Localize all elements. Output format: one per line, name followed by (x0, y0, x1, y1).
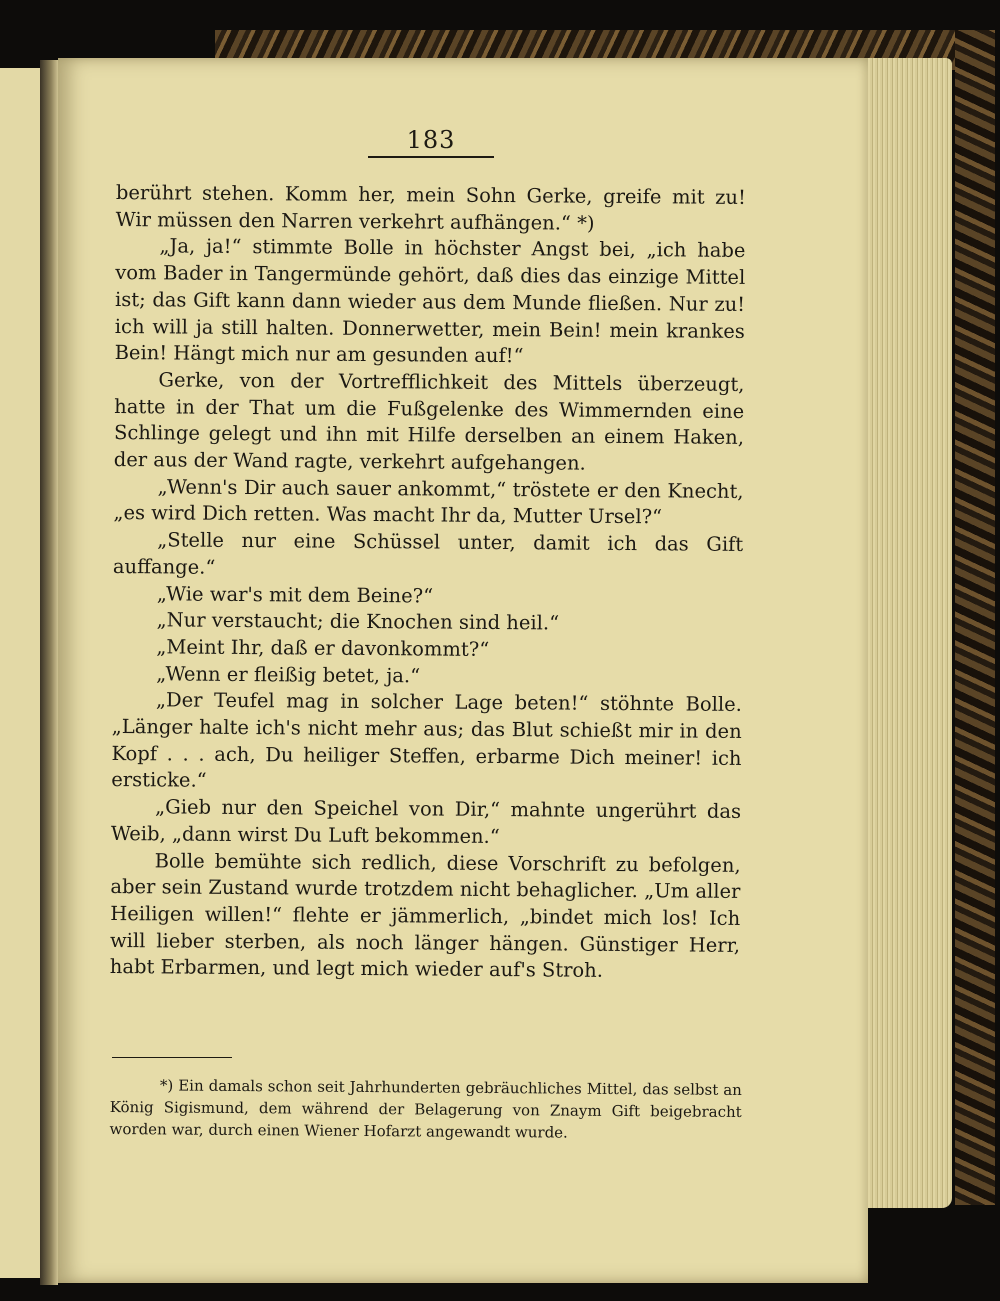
paragraph: „Nur verstaucht; die Knochen sind heil.“ (156, 608, 560, 635)
paragraph: „Der Teufel mag in solcher Lage beten!“ stöhnte Bolle. „Länger halte ich's nicht mehr aus; das Blut schießt mir in den Kopf . . . ach, Du heiliger Steffen, erbarme Dich meiner! ich ersticke.“ (111, 688, 742, 793)
paragraph: „Wie war's mit dem Beine?“ (156, 581, 434, 608)
paragraph: „Wenn's Dir auch sauer ankommt,“ tröstete er den Knecht, „es wird Dich retten. Was macht Ihr da, Mutter Ursel?“ (113, 475, 744, 529)
paragraph: „Stelle nur eine Schüssel unter, damit ich das Gift auffange.“ (112, 528, 744, 579)
footnote-text: *) Ein damals schon seit Jahrhunderten gebräuchliches Mittel, das selbst an König Sigismund, dem während der Belagerung von Znaym Gift beigebracht worden war, durch einen Wiener Hofarzt angewandt wurde. (109, 1076, 742, 1142)
book-gutter (40, 60, 58, 1285)
body-text (110, 180, 746, 986)
paragraph: Bolle bemühte sich redlich, diese Vorschrift zu befolgen, aber sein Zustand wurde trotzdem nicht behaglicher. „Um aller Heiligen willen!“ flehte er jämmerlich, „bindet mich los! Ich will lieber sterben, als noch länger hängen. Günstiger Herr, habt Erbarmen, und legt mich wieder auf's Stroh. (109, 848, 741, 983)
paragraph: „Meint Ihr, daß er davonkommt?“ (156, 635, 490, 661)
left-facing-page (0, 68, 43, 1278)
paragraph: „Gieb nur den Speichel von Dir,“ mahnte ungerührt das Weib, „dann wirst Du Luft bekommen.“ (110, 795, 742, 848)
page-stack-edge (860, 58, 952, 1208)
footnote-rule (112, 1057, 232, 1058)
paragraph: Gerke, von der Vortrefflichkeit des Mittels überzeugt, hatte in der That um die Fußgelenke des Wimmernden eine Schlinge gelegt und ihn mit Hilfe derselben an einem Haken, der aus der Wand ragte, verkehrt aufgehangen. (113, 368, 745, 475)
paragraph: „Ja, ja!“ stimmte Bolle in höchster Angst bei, „ich habe vom Bader in Tangermünde gehört, daß dies das einzige Mittel ist; das Gift kann dann wieder aus dem Munde fließen. Nur zu! ich will ja still halten. Donnerwetter, mein Bein! mein krankes Bein! Hängt mich nur am gesunden auf!“ (114, 234, 746, 368)
paragraph: „Wenn er fleißig betet, ja.“ (156, 661, 421, 688)
header-rule (368, 156, 494, 158)
footnote (109, 1074, 741, 1145)
marbled-cover-right (955, 30, 995, 1205)
paragraph: berührt stehen. Komm her, mein Sohn Gerke, greife mit zu! Wir müssen den Narren verkehrt aufhängen.“ *) (115, 180, 746, 235)
page-number: 183 (406, 126, 456, 154)
